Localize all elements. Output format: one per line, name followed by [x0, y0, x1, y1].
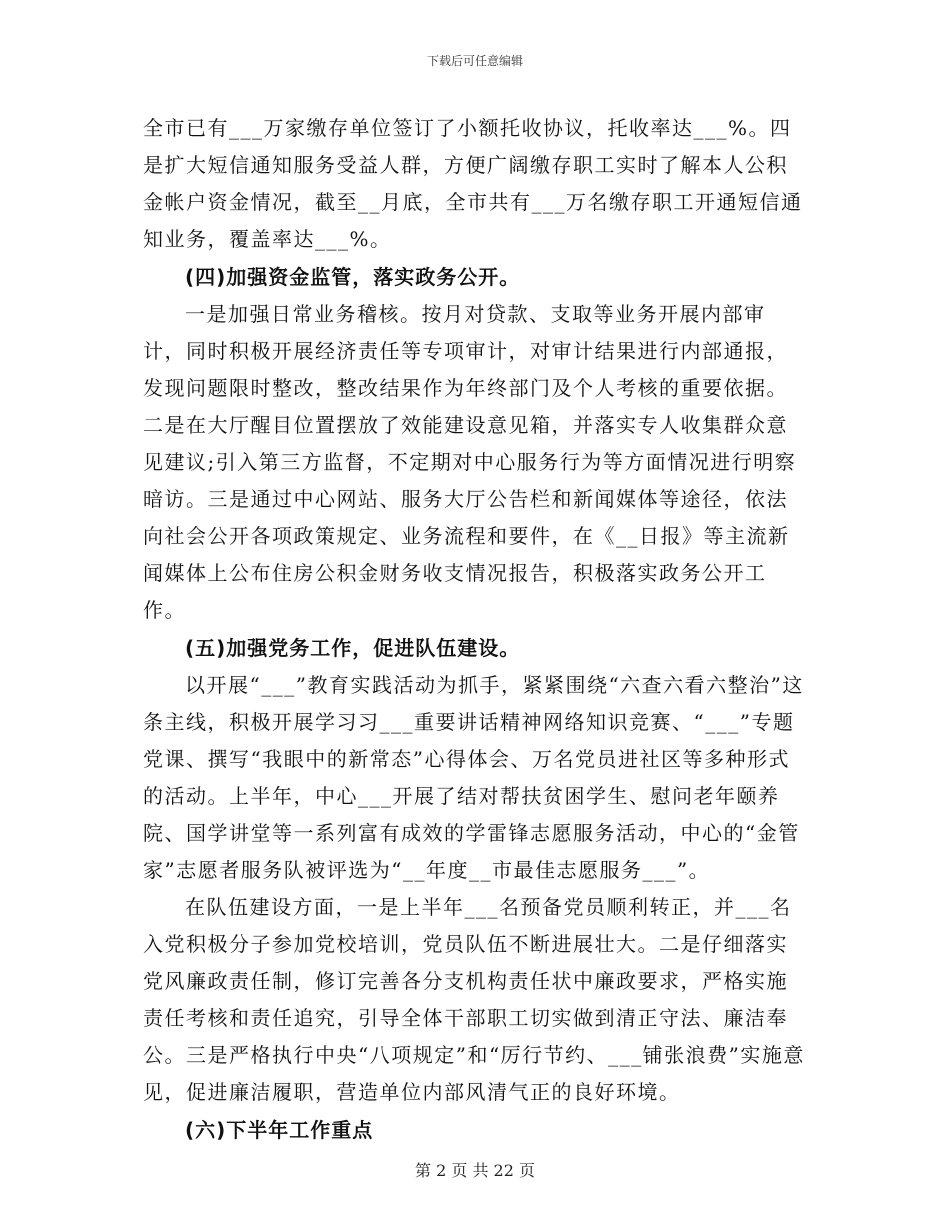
paragraph-1: 全市已有___万家缴存单位签订了小额托收协议，托收率达___%。四是扩大短信通知服务受益人群，方便广阔缴存职工实时了解本人公积金帐户资金情况，截至__月底，全市共有___万名缴存职工开通短信通知业务，覆盖率达___%。 [143, 116, 803, 251]
section-heading-6: (六)下半年工作重点 [185, 1118, 374, 1142]
document-body [143, 110, 807, 1149]
paragraph-4: 在队伍建设方面，一是上半年___名预备党员顺利转正，并___名入党积极分子参加党校培训，党员队伍不断进展壮大。二是仔细落实党风廉政责任制，修订完善各分支机构责任状中廉政要求，严格实施责任考核和责任追究，引导全体干部职工切实做到清正守法、廉洁奉公。三是严格执行中央“八项规定”和“厉行节约、___铺张浪费”实施意见，促进廉洁履职，营造单位内部风清气正的良好环境。 [143, 895, 805, 1104]
page-footer: 第 2 页 共 22 页 [415, 1161, 535, 1180]
section-heading-4: (四)加强资金监管，落实政务公开。 [185, 265, 521, 289]
section-heading-5: (五)加强党务工作，促进队伍建设。 [185, 636, 521, 660]
page-header: 下载后可任意编辑 [426, 54, 523, 68]
paragraph-2: 一是加强日常业务稽核。按月对贷款、支取等业务开展内部审计，同时积极开展经济责任等专项审计，对审计结果进行内部通报，发现问题限时整改，整改结果作为年终部门及个人考核的重要依据。二是在大厅醒目位置摆放了效能建设意见箱，并落实专人收集群众意见建议;引入第三方监督，不定期对中心服务行为等方面情况进行明察暗访。三是通过中心网站、服务大厅公告栏和新闻媒体等途径，依法向社会公开各项政策规定、业务流程和要件，在《__日报》等主流新闻媒体上公布住房公积金财务收支情况报告，积极落实政务公开工作。 [143, 302, 797, 622]
paragraph-3: 以开展“___”教育实践活动为抓手，紧紧围绕“六查六看六整治”这条主线，积极开展学习习___重要讲话精神网络知识竞赛、“___”专题党课、撰写“我眼中的新常态”心得体会、万名党员进社区等多种形式的活动。上半年，中心___开展了结对帮扶贫困学生、慰问老年颐养院、国学讲堂等一系列富有成效的学雷锋志愿服务活动，中心的“金管家”志愿者服务队被评选为“__年度__市最佳志愿服务___”。 [143, 673, 804, 882]
